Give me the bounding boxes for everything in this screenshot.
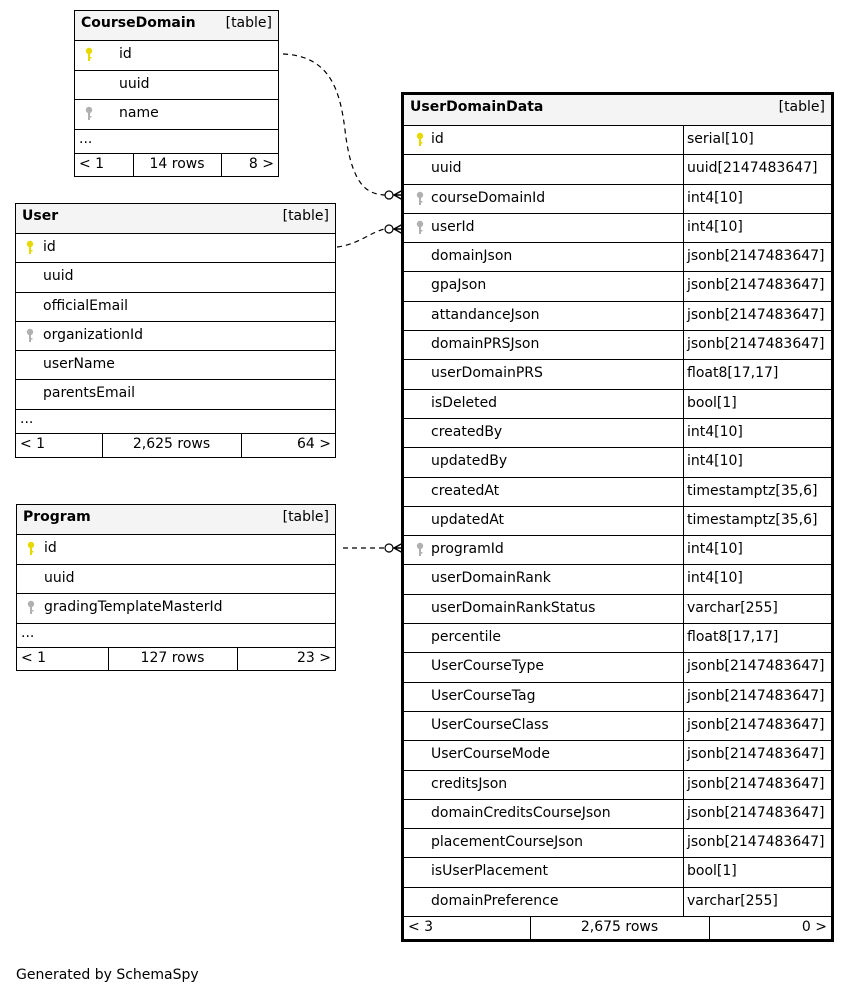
column-row[interactable] — [404, 302, 831, 331]
column-row[interactable] — [404, 390, 831, 419]
relation-user-userdomaindata — [337, 229, 385, 247]
column-name: name — [119, 105, 159, 121]
column-name: programId — [431, 541, 504, 558]
table-footer — [75, 154, 278, 177]
primary-key-icon — [26, 240, 34, 256]
column-row[interactable] — [404, 536, 831, 565]
column-type: jsonb[2147483647] — [687, 277, 825, 294]
column-row[interactable] — [404, 771, 831, 800]
column-name: UserCourseClass — [431, 716, 549, 733]
relation-coursedomain-userdomaindata — [283, 54, 385, 195]
column-row[interactable] — [404, 214, 831, 243]
column-type: timestamptz[35,6] — [687, 482, 818, 499]
footer-children[interactable]: 23 > — [297, 649, 331, 666]
foreign-key-icon — [27, 600, 35, 616]
more-columns: ... — [17, 624, 335, 648]
column-row[interactable] — [75, 100, 278, 130]
column-name: UserCourseMode — [431, 746, 550, 763]
column-type: int4[10] — [687, 189, 743, 206]
foreign-key-icon — [416, 542, 424, 558]
footer-parents[interactable]: < 3 — [408, 919, 434, 936]
column-type: jsonb[2147483647] — [687, 804, 825, 821]
column-row[interactable] — [404, 595, 831, 624]
column-type: jsonb[2147483647] — [687, 834, 825, 851]
column-type: int4[10] — [687, 423, 743, 440]
table-footer — [17, 648, 335, 671]
footer-row-count: 127 rows — [140, 649, 205, 666]
column-row[interactable] — [404, 272, 831, 301]
table-course-domain[interactable] — [74, 10, 279, 177]
table-user-domain-data[interactable] — [401, 92, 834, 942]
column-row[interactable] — [404, 185, 831, 214]
table-type: [table] — [225, 15, 272, 31]
column-row[interactable] — [75, 71, 278, 101]
column-name: userDomainRankStatus — [431, 599, 596, 616]
column-name: placementCourseJson — [431, 834, 584, 851]
column-list — [17, 535, 335, 624]
column-type: jsonb[2147483647] — [687, 336, 825, 353]
column-type: int4[10] — [687, 453, 743, 470]
column-name: officialEmail — [43, 297, 128, 314]
foreign-key-icon — [416, 191, 424, 207]
table-footer — [16, 434, 335, 457]
column-type: float8[17,17] — [687, 365, 779, 382]
column-row[interactable] — [404, 800, 831, 829]
column-name: creditsJson — [431, 775, 508, 792]
table-program[interactable] — [16, 504, 336, 671]
column-name: updatedAt — [431, 511, 505, 528]
column-name: domainPreference — [431, 892, 559, 909]
footer-parents[interactable]: < 1 — [79, 155, 105, 172]
primary-key-icon — [85, 47, 93, 63]
column-type: jsonb[2147483647] — [687, 248, 825, 265]
column-row[interactable] — [16, 293, 335, 322]
column-row[interactable] — [16, 263, 335, 292]
column-type: jsonb[2147483647] — [687, 746, 825, 763]
column-name: userId — [431, 218, 475, 235]
column-name: uuid — [431, 160, 462, 177]
column-name: domainCreditsCourseJson — [431, 804, 611, 821]
foreign-key-icon — [26, 328, 34, 344]
column-name: isUserPlacement — [431, 863, 548, 880]
column-type: bool[1] — [687, 394, 737, 411]
footer-row-count: 2,625 rows — [132, 435, 211, 452]
footer-row-count: 2,675 rows — [580, 919, 659, 936]
column-row[interactable] — [404, 858, 831, 887]
column-name: uuid — [119, 75, 150, 92]
table-header — [16, 204, 335, 234]
column-name: gpaJson — [431, 277, 487, 294]
table-name: User — [22, 208, 59, 224]
column-name: isDeleted — [431, 394, 498, 411]
column-type: int4[10] — [687, 570, 743, 587]
column-name: parentsEmail — [43, 385, 136, 402]
column-row[interactable] — [404, 360, 831, 389]
column-row[interactable] — [16, 234, 335, 263]
column-type: timestamptz[35,6] — [687, 511, 818, 528]
column-type: jsonb[2147483647] — [687, 775, 825, 792]
footer-parents[interactable]: < 1 — [21, 649, 47, 666]
footer-parents[interactable]: < 1 — [20, 435, 46, 452]
table-name: UserDomainData — [410, 99, 544, 115]
more-columns: ... — [16, 410, 335, 434]
column-name: percentile — [431, 629, 502, 646]
column-type: int4[10] — [687, 541, 743, 558]
column-name: id — [44, 540, 57, 556]
table-header — [75, 11, 278, 41]
column-row[interactable] — [404, 888, 831, 917]
more-columns: ... — [75, 130, 278, 154]
column-row[interactable] — [75, 41, 278, 71]
column-type: float8[17,17] — [687, 629, 779, 646]
column-type: jsonb[2147483647] — [687, 687, 825, 704]
column-row[interactable] — [404, 683, 831, 712]
primary-key-icon — [27, 541, 35, 557]
column-row[interactable] — [17, 565, 335, 595]
table-type: [table] — [778, 99, 825, 115]
column-row[interactable] — [404, 331, 831, 360]
table-header — [404, 95, 831, 126]
column-row[interactable] — [404, 448, 831, 477]
column-name: uuid — [44, 569, 75, 586]
column-name: id — [43, 239, 56, 255]
foreign-key-icon — [416, 220, 424, 236]
column-type: jsonb[2147483647] — [687, 658, 825, 675]
column-row[interactable] — [404, 565, 831, 594]
column-type: int4[10] — [687, 218, 743, 235]
foreign-key-icon — [85, 106, 93, 122]
column-row[interactable] — [404, 507, 831, 536]
column-row[interactable] — [17, 535, 335, 565]
column-row[interactable] — [404, 653, 831, 682]
column-name: id — [119, 46, 132, 62]
column-name: userDomainRank — [431, 570, 551, 587]
column-row[interactable] — [16, 322, 335, 351]
column-row[interactable] — [404, 155, 831, 184]
footer-children[interactable]: 8 > — [248, 155, 274, 172]
column-name: attandanceJson — [431, 306, 540, 323]
generated-by-label: Generated by SchemaSpy — [16, 967, 199, 983]
column-name: id — [431, 131, 444, 147]
table-name: CourseDomain — [81, 15, 196, 31]
column-name: domainPRSJson — [431, 336, 540, 353]
column-row[interactable] — [404, 126, 831, 155]
column-row[interactable] — [404, 624, 831, 653]
column-row[interactable] — [404, 741, 831, 770]
primary-key-icon — [416, 132, 424, 148]
column-row[interactable] — [404, 243, 831, 272]
column-name: createdAt — [431, 482, 500, 499]
column-list — [75, 41, 278, 130]
column-row[interactable] — [16, 380, 335, 409]
column-type: jsonb[2147483647] — [687, 306, 825, 323]
column-row[interactable] — [404, 478, 831, 507]
column-type: varchar[255] — [687, 599, 778, 616]
table-user[interactable] — [15, 203, 336, 458]
column-row[interactable] — [17, 594, 335, 624]
column-row[interactable] — [404, 712, 831, 741]
column-row[interactable] — [404, 829, 831, 858]
column-type: uuid[2147483647] — [687, 160, 818, 177]
column-type: serial[10] — [687, 131, 754, 147]
column-name: uuid — [43, 268, 74, 285]
column-list — [404, 126, 831, 917]
column-row[interactable] — [404, 419, 831, 448]
column-type: varchar[255] — [687, 892, 778, 909]
column-name: createdBy — [431, 423, 503, 440]
footer-children[interactable]: 64 > — [297, 435, 331, 452]
table-footer — [404, 917, 831, 940]
footer-row-count: 14 rows — [149, 155, 205, 172]
table-type: [table] — [282, 509, 329, 525]
table-name: Program — [23, 509, 91, 525]
column-type: jsonb[2147483647] — [687, 716, 825, 733]
column-name: userDomainPRS — [431, 365, 543, 382]
footer-children[interactable]: 0 > — [801, 919, 827, 936]
table-type: [table] — [282, 208, 329, 224]
column-name: organizationId — [43, 326, 144, 343]
column-type: bool[1] — [687, 863, 737, 880]
column-name: UserCourseType — [431, 658, 544, 675]
column-list — [16, 234, 335, 410]
table-header — [17, 505, 335, 535]
column-name: userName — [43, 356, 115, 373]
column-name: gradingTemplateMasterId — [44, 599, 223, 615]
column-name: domainJson — [431, 248, 513, 265]
column-name: courseDomainId — [431, 189, 546, 206]
column-row[interactable] — [16, 351, 335, 380]
column-name: UserCourseTag — [431, 687, 536, 704]
column-name: updatedBy — [431, 453, 508, 470]
